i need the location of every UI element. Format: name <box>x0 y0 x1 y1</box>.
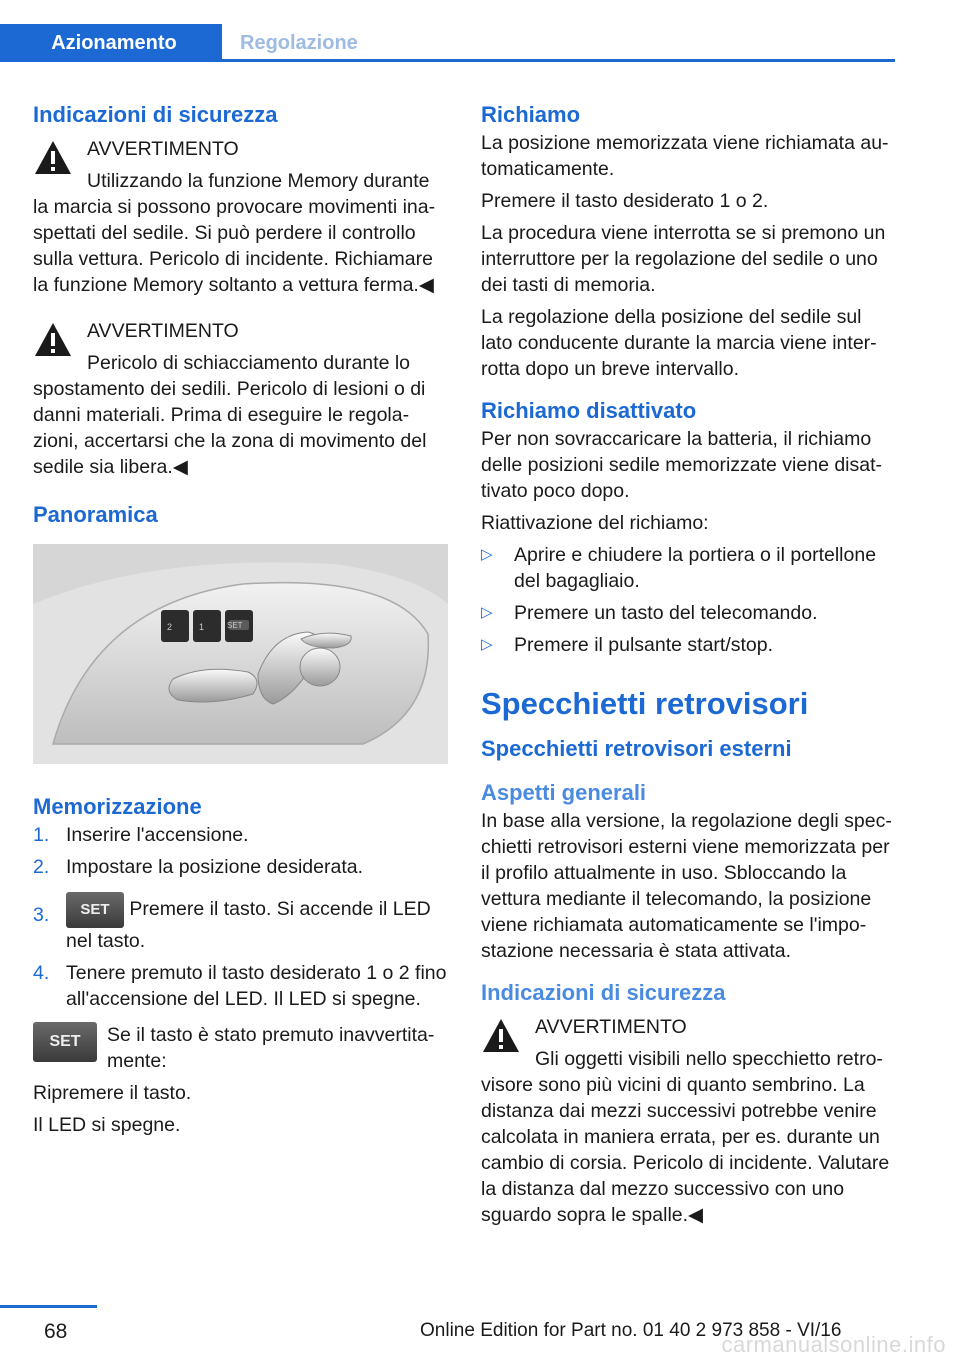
steps-list <box>33 822 448 1012</box>
overview-heading: Panoramica <box>33 502 158 527</box>
list-item <box>481 542 894 594</box>
warning-icon <box>33 138 73 178</box>
recall-disabled-heading: Richiamo disattivato <box>481 398 697 423</box>
paragraph: La procedura viene interrotta se si premono un interruttore per la regolazione del sedile o uno dei tasti di memoria. <box>481 222 886 296</box>
edition-text: Online Edition for Part no. 01 40 2 973 858 - VI/16 <box>420 1320 842 1341</box>
left-column <box>33 100 448 1138</box>
right-column <box>481 100 894 1228</box>
list-item <box>33 822 448 848</box>
paragraph: Riattivazione del richiamo: <box>481 512 709 534</box>
paragraph: La posizione memorizzata viene richiamata automaticamente. <box>481 132 889 180</box>
bullet-text: Premere un tasto del telecomando. <box>514 602 818 624</box>
step-number: 1. <box>33 824 50 846</box>
bullet-triangle-icon: ▷ <box>481 546 493 563</box>
general-heading: Aspetti generali <box>481 780 647 805</box>
photo-button-set-label: SET <box>227 621 243 630</box>
page-number: 68 <box>44 1320 68 1343</box>
set-button-icon: SET <box>66 892 124 928</box>
recall-heading: Richiamo <box>481 102 581 127</box>
warning-title: AVVERTIMENTO <box>87 138 239 160</box>
instruction-text: Ripremere il tasto. <box>33 1082 192 1104</box>
external-mirrors-heading: Specchietti retrovisori esterni <box>481 736 792 761</box>
list-item <box>481 632 894 658</box>
warning-block-1 <box>33 136 448 298</box>
watermark: carmanualsonline.info <box>721 1332 946 1357</box>
header-rule <box>0 59 895 62</box>
tab-regolazione[interactable]: Regolazione <box>240 31 358 54</box>
warning-text: Gli oggetti visibili nello specchietto retrovisore sono più vicini di quanto sembrino. La distanza dai mezzi successivi potrebbe venire calcolata in maniera errata, per es. durante un cambio di corsia. Pericolo di incidente. Valutare la distanza dal mezzo successivo con uno sguardo sopra le spalle.◀ <box>481 1048 890 1226</box>
seat-controls-illustration <box>33 544 448 764</box>
reactivation-list <box>481 542 894 658</box>
footer-rule <box>0 1305 97 1308</box>
list-item <box>33 854 448 880</box>
step-number: 4. <box>33 962 50 984</box>
warning-block-3 <box>481 1014 894 1228</box>
warning-icon <box>481 1016 521 1056</box>
note-text: Se il tasto è stato premuto inavvertitamente: <box>107 1024 435 1072</box>
paragraph: La regolazione della posizione del sedile sul lato conducente durante la marcia viene interrotta dopo un breve intervallo. <box>481 306 877 380</box>
bullet-text: Premere il pulsante start/stop. <box>514 634 774 656</box>
photo-button-1-label: 1 <box>199 622 205 632</box>
warning-title: AVVERTIMENTO <box>87 320 239 342</box>
warning-block-2 <box>33 318 448 480</box>
step-text: Impostare la posizione desiderata. <box>66 856 364 878</box>
safety-heading-right: Indicazioni di sicurezza <box>481 980 726 1005</box>
list-item <box>33 960 448 1012</box>
warning-title: AVVERTIMENTO <box>535 1016 687 1038</box>
mirrors-heading: Specchietti retrovisori <box>481 686 809 721</box>
chapter-tabs <box>0 24 895 62</box>
step-text: Inserire l'accensione. <box>66 824 249 846</box>
set-note <box>33 1022 448 1074</box>
memo-heading: Memorizzazione <box>33 794 202 819</box>
seat-controls-photo <box>33 544 448 764</box>
safety-heading-left: Indicazioni di sicurezza <box>33 102 278 127</box>
tab-azionamento[interactable]: Azionamento <box>0 24 222 62</box>
bullet-text: Aprire e chiudere la portiera o il portellone del bagagliaio. <box>514 544 877 592</box>
paragraph: Premere il tasto desiderato 1 o 2. <box>481 190 769 212</box>
step-text: Tenere premuto il tasto desiderato 1 o 2 fino all'accensione del LED. Il LED si spegne. <box>66 962 447 1010</box>
bullet-triangle-icon: ▷ <box>481 604 493 621</box>
warning-icon <box>33 320 73 360</box>
step-number: 3. <box>33 904 50 926</box>
paragraph: In base alla versione, la regolazione degli specchietti retrovisori esterni viene memorizzata per il profilo attualmente in uso. Sbloccando la vettura mediante il telecomando, la posizione viene richiamata automaticamente se l'impostazione necessaria è stata attivata. <box>481 810 892 962</box>
bullet-triangle-icon: ▷ <box>481 636 493 653</box>
photo-button-2-label: 2 <box>167 622 173 632</box>
paragraph: Per non sovraccaricare la batteria, il richiamo delle posizioni sedile memorizzate viene disattivato poco dopo. <box>481 428 883 502</box>
warning-text: Utilizzando la funzione Memory durante la marcia si possono provocare movimenti inaspettati del sedile. Si può perdere il controllo sulla vettura. Pericolo di incidente. Richiamare la funzione Memory soltanto a vettura ferma.◀ <box>33 170 436 296</box>
set-button-icon: SET <box>33 1022 97 1062</box>
instruction-text: Il LED si spegne. <box>33 1114 181 1136</box>
step-number: 2. <box>33 856 50 878</box>
list-item <box>33 892 448 954</box>
warning-text: Pericolo di schiacciamento durante lo spostamento dei sedili. Pericolo di lesioni o di danni materiali. Prima di eseguire le regolazioni, accertarsi che la zona di movimento del sedile sia libera.◀ <box>33 352 427 478</box>
step-text: Premere il tasto. Si accende il LED nel tasto. <box>66 898 431 952</box>
list-item <box>481 600 894 626</box>
